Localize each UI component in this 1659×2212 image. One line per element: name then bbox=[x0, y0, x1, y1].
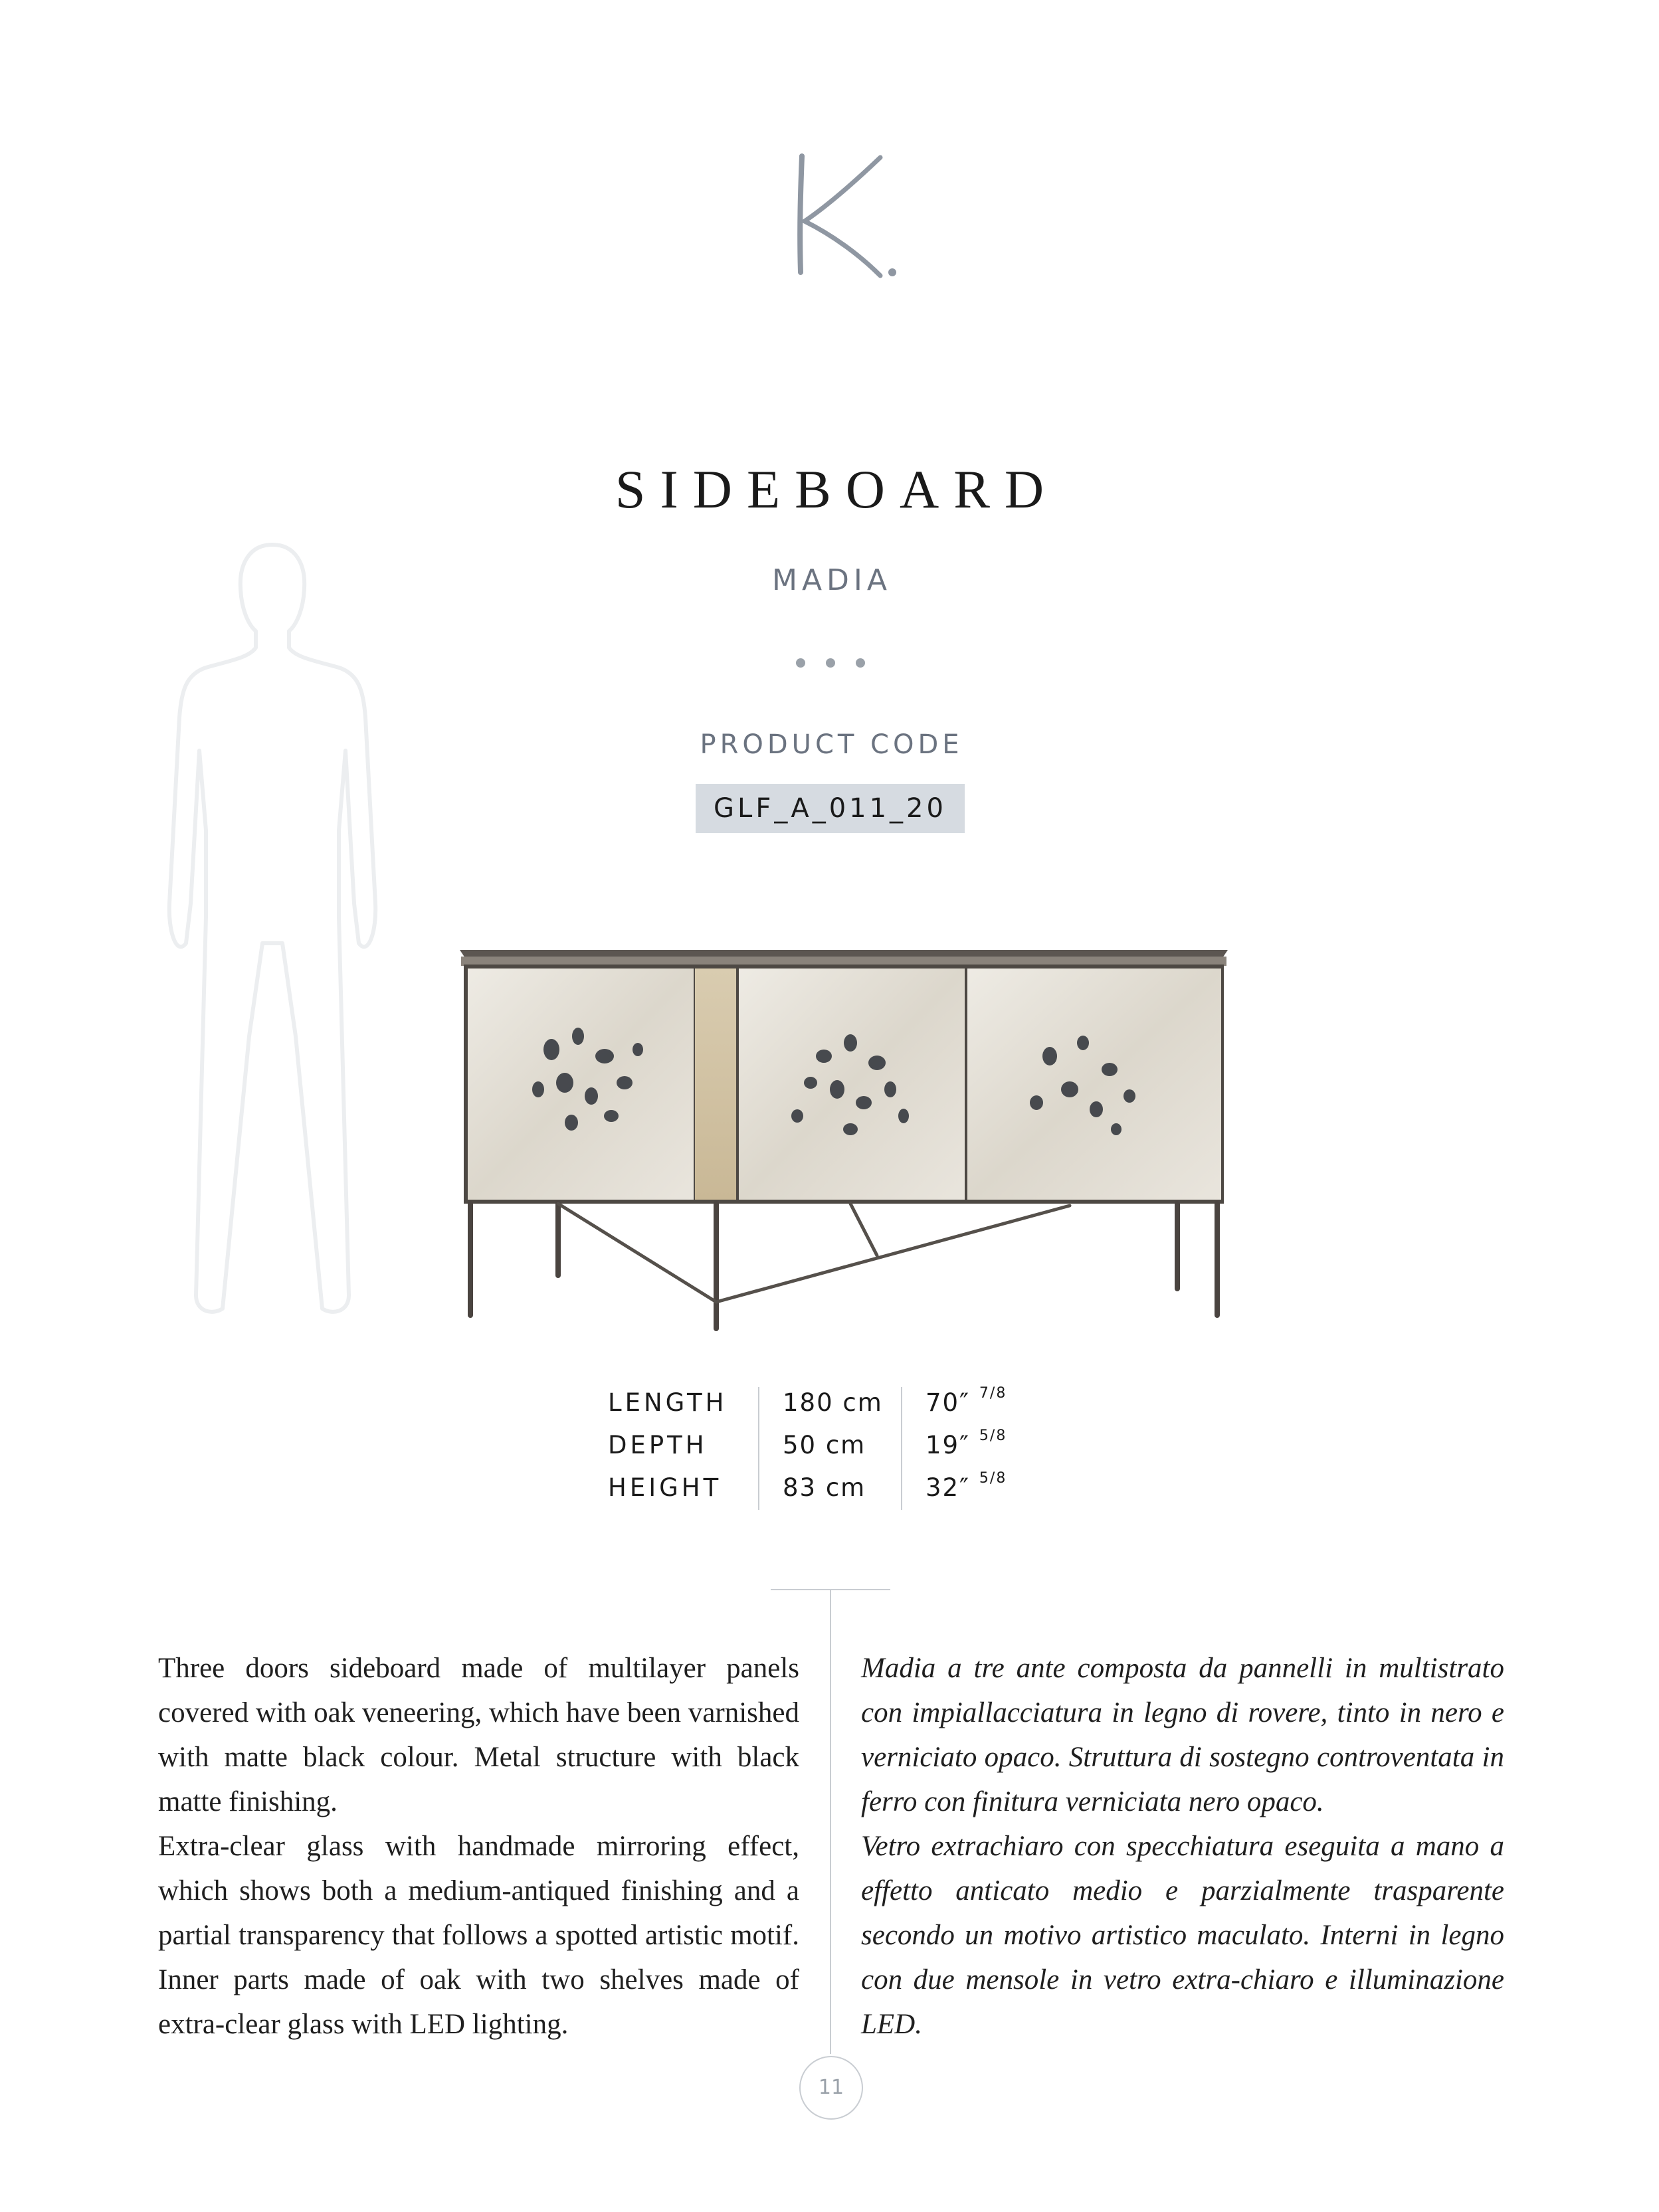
human-silhouette-icon bbox=[149, 531, 395, 1342]
description-paragraph: Extra-clear glass with handmade mirroring effect, which shows both a medium-antiqued finishing and a partial transparency that follows a spotted artistic motif. Inner parts made of oak with two shelves made of extra-clear glass with LED lighting. bbox=[158, 1831, 799, 2040]
table-divider bbox=[758, 1387, 759, 1510]
ellipsis-dots-icon bbox=[794, 656, 867, 670]
description-italian bbox=[861, 1646, 1504, 2047]
description-paragraph: Three doors sideboard made of multilayer panels covered with oak veneering, which have been varnished with matte black colour. Metal structure with black matte finishing. bbox=[158, 1653, 799, 1817]
dimension-label: DEPTH bbox=[608, 1431, 708, 1459]
product-code-value: GLF_A_011_20 bbox=[696, 784, 965, 833]
page-number: 11 bbox=[799, 2056, 863, 2120]
description-english bbox=[158, 1646, 799, 2047]
brand-logo bbox=[781, 143, 900, 289]
table-divider bbox=[901, 1387, 902, 1510]
description-paragraph: Madia a tre ante composta da pannelli in multistrato con impiallacciatura in legno di rovere, tinto in nero e verniciato opaco. Struttura di sostegno controventata in ferro con finitura verniciata nero opaco. bbox=[861, 1653, 1504, 1817]
dimension-cm: 83 cm bbox=[783, 1473, 866, 1502]
dimension-inch: 19″ $^{5/8}$ bbox=[926, 1428, 1007, 1459]
dimension-inch: 70″ $^{7/8}$ bbox=[926, 1385, 1007, 1417]
description-paragraph: Vetro extrachiaro con specchiatura eseguita a mano a effetto anticato medio e parzialmente trasparente secondo un motivo artistico maculato. Interni in legno con due mensole in vetro extra-chiaro e illuminazione LED. bbox=[861, 1831, 1504, 2040]
dimension-label: HEIGHT bbox=[608, 1473, 722, 1502]
product-subtitle: MADIA bbox=[771, 563, 892, 597]
dimension-label: LENGTH bbox=[608, 1388, 728, 1417]
dimension-cm: 50 cm bbox=[783, 1431, 866, 1459]
page-title: SIDEBOARD bbox=[615, 459, 1059, 519]
sideboard-image bbox=[452, 930, 1236, 1335]
product-code-label: PRODUCT CODE bbox=[700, 729, 963, 760]
dimension-inch: 32″ $^{5/8}$ bbox=[926, 1470, 1007, 1502]
dimension-cm: 180 cm bbox=[783, 1388, 883, 1417]
column-divider bbox=[830, 1589, 831, 2054]
